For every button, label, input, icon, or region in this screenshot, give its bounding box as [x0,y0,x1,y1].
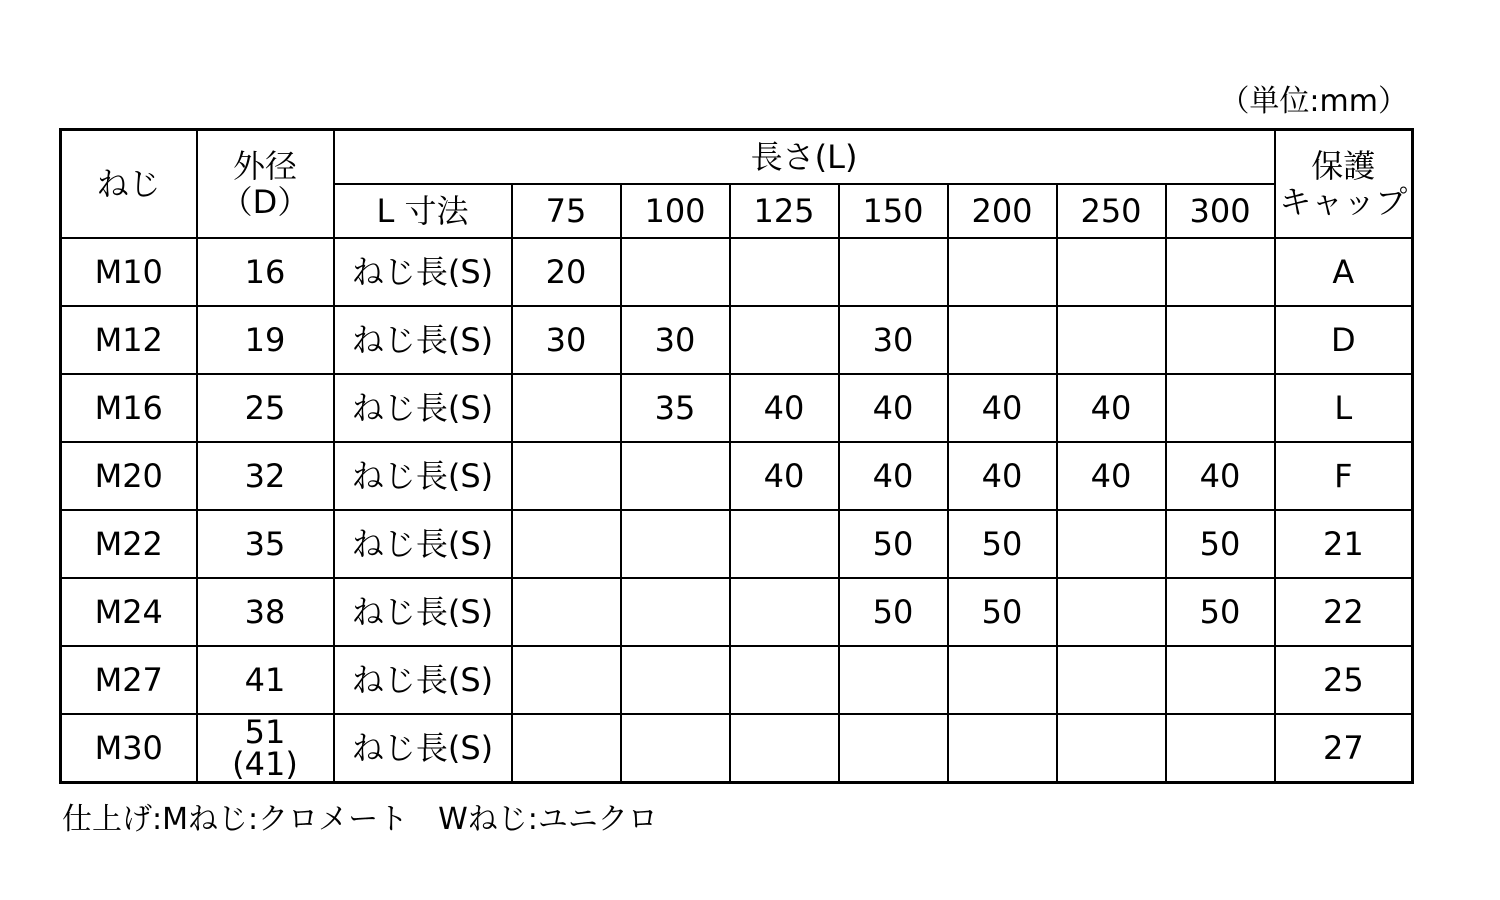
cell-thread-length-value [948,714,1057,783]
cell-outer-diameter [197,714,334,783]
cell-thread-length-value [621,578,730,646]
table-row [61,646,1413,714]
cell-thread-length-value [1166,646,1275,714]
cell-thread-length-value [1166,306,1275,374]
cell-thread-length-value [948,306,1057,374]
cell-thread-length-value: 50 [948,578,1057,646]
cell-outer-diameter: 16 [197,238,334,306]
cell-thread-length-label: ねじ長(S) [334,306,512,374]
cell-thread: M27 [61,646,197,714]
cell-thread-length-value [730,646,839,714]
cell-thread-length-value: 40 [730,442,839,510]
cell-thread-length-value: 40 [948,374,1057,442]
finish-note: 仕上げ:Mねじ:クロメート Wねじ:ユニクロ [62,802,658,837]
cell-thread-length-value [621,714,730,783]
table-row [61,578,1413,646]
cell-thread-length-value [1057,238,1166,306]
cell-protective-cap: 22 [1275,578,1413,646]
header-row-1 [61,130,1413,185]
cell-thread-length-value [1057,578,1166,646]
cell-outer-diameter: 35 [197,510,334,578]
header-length-4: 200 [948,184,1057,238]
header-length-group: 長さ(L) [334,130,1275,185]
cell-thread-length-value: 30 [621,306,730,374]
header-length-0: 75 [512,184,621,238]
cell-thread-length-value [839,646,948,714]
cell-outer-diameter: 32 [197,442,334,510]
cell-outer-diameter: 38 [197,578,334,646]
cell-thread-length-value [839,238,948,306]
cell-thread-length-label: ねじ長(S) [334,510,512,578]
cell-thread-length-value: 40 [839,374,948,442]
header-cap-line1: 保護 [1311,147,1376,185]
header-length-1: 100 [621,184,730,238]
header-cap-line2: キャップ [1279,183,1408,221]
cell-thread-length-value: 50 [1166,510,1275,578]
cell-thread-length-value: 30 [512,306,621,374]
cell-thread-length-value [621,646,730,714]
cell-thread-length-label: ねじ長(S) [334,714,512,783]
cell-thread: M16 [61,374,197,442]
cell-protective-cap: L [1275,374,1413,442]
cell-protective-cap: A [1275,238,1413,306]
cell-thread-length-value [512,714,621,783]
cell-thread-length-value [730,714,839,783]
header-outer-diameter [197,130,334,239]
cell-thread-length-value: 40 [839,442,948,510]
cell-thread-length-value [621,238,730,306]
cell-thread-length-value: 30 [839,306,948,374]
cell-thread: M30 [61,714,197,783]
header-od-line2: （D） [220,183,310,221]
cell-thread: M24 [61,578,197,646]
cell-thread-length-value: 20 [512,238,621,306]
header-length-2: 125 [730,184,839,238]
cell-thread-length-label: ねじ長(S) [334,374,512,442]
table-row [61,510,1413,578]
spec-table [59,128,1414,784]
cell-thread-length-value: 40 [730,374,839,442]
header-od-line1: 外径 [232,147,297,185]
cell-thread-length-value [1166,238,1275,306]
cell-thread-length-value [730,238,839,306]
cell-od-sub-value: (41) [232,745,298,783]
cell-protective-cap: 27 [1275,714,1413,783]
cell-thread-length-value [730,578,839,646]
unit-note: （単位:mm） [1219,84,1408,119]
cell-thread-length-value [621,442,730,510]
table-row [61,442,1413,510]
header-l-dimension: L 寸法 [334,184,512,238]
cell-thread-length-value: 40 [1057,374,1166,442]
header-length-6: 300 [1166,184,1275,238]
cell-thread-length-label: ねじ長(S) [334,442,512,510]
cell-thread-length-value [512,646,621,714]
header-thread: ねじ [61,130,197,239]
table-body [61,238,1413,783]
cell-thread-length-value: 50 [839,578,948,646]
header-length-5: 250 [1057,184,1166,238]
cell-thread-length-value [512,374,621,442]
table-row [61,306,1413,374]
header-length-3: 150 [839,184,948,238]
cell-thread-length-value [621,510,730,578]
cell-thread-length-value: 40 [948,442,1057,510]
cell-protective-cap: 21 [1275,510,1413,578]
cell-thread-length-value: 40 [1057,442,1166,510]
cell-thread-length-value [1057,646,1166,714]
cell-protective-cap: 25 [1275,646,1413,714]
cell-thread-length-value [948,238,1057,306]
cell-thread: M12 [61,306,197,374]
table-row [61,714,1413,783]
cell-thread-length-value [512,442,621,510]
cell-thread-length-value [1057,714,1166,783]
cell-thread-length-label: ねじ長(S) [334,578,512,646]
cell-thread: M22 [61,510,197,578]
cell-protective-cap: F [1275,442,1413,510]
cell-od-value: 51 [244,714,286,751]
cell-thread-length-value: 50 [948,510,1057,578]
cell-thread-length-value [512,510,621,578]
table-row [61,238,1413,306]
cell-thread-length-value [948,646,1057,714]
cell-thread-length-value: 50 [839,510,948,578]
cell-thread-length-value: 50 [1166,578,1275,646]
cell-thread-length-value [1166,714,1275,783]
cell-thread-length-value [839,714,948,783]
cell-thread-length-label: ねじ長(S) [334,238,512,306]
cell-thread-length-value [1166,374,1275,442]
table-row [61,374,1413,442]
cell-thread-length-label: ねじ長(S) [334,646,512,714]
cell-outer-diameter: 25 [197,374,334,442]
cell-thread-length-value [512,578,621,646]
cell-thread-length-value [1057,306,1166,374]
header-protective-cap [1275,130,1413,239]
cell-thread: M20 [61,442,197,510]
cell-outer-diameter: 41 [197,646,334,714]
cell-outer-diameter: 19 [197,306,334,374]
cell-thread-length-value [730,510,839,578]
cell-thread-length-value: 40 [1166,442,1275,510]
cell-protective-cap: D [1275,306,1413,374]
cell-thread-length-value [730,306,839,374]
cell-thread: M10 [61,238,197,306]
cell-thread-length-value: 35 [621,374,730,442]
cell-thread-length-value [1057,510,1166,578]
